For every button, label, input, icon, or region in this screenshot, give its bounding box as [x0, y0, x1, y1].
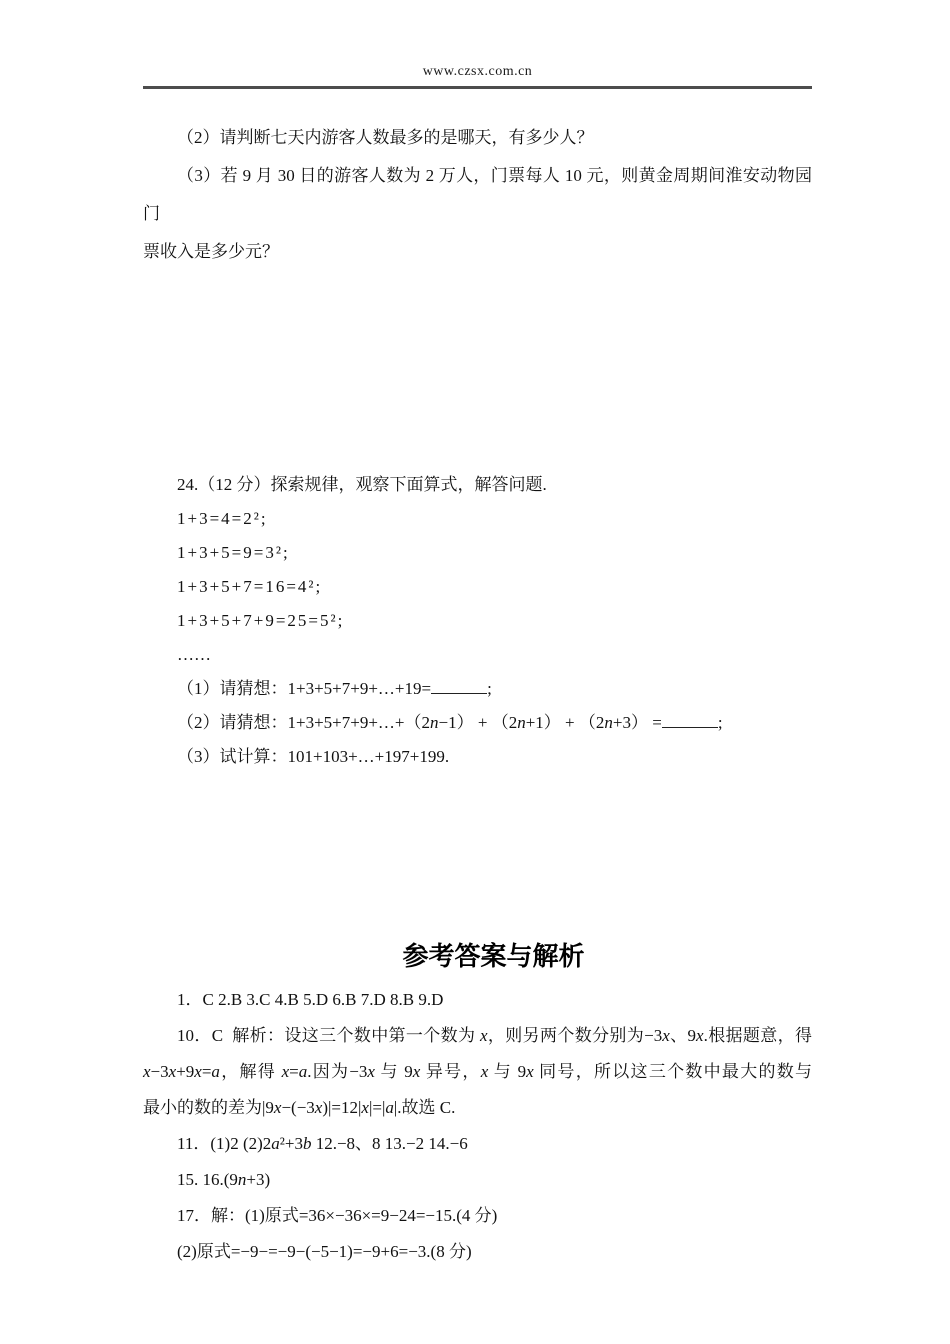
answer-blank-underline — [662, 711, 718, 728]
question-24-sub-2: （2）请猜想：1+3+5+7+9+…+（2n−1） + （2n+1） + （2n+3） = ; — [143, 706, 812, 740]
question-24-sub-3: （3）试计算：101+103+…+197+199. — [177, 747, 450, 766]
answer-blank-underline — [431, 677, 487, 694]
answer-17-line-1: 17．解：(1)原式=36×−36×=9−24=−15.(4 分) — [177, 1206, 498, 1225]
document-content — [143, 0, 812, 1270]
answer-11-to-14-row: 11．(1)2 (2)2a²+3b 12.−8、8 13.−2 14.−6 — [177, 1134, 468, 1153]
answer-10-line-2: x−3x+9x=a，解得 x=a.因为−3x 与 9x 异号，x 与 9x 同号，所以这三个数中最大的数与 — [143, 1062, 813, 1081]
header-rule — [143, 86, 812, 89]
answers-choice-row: 1．C 2.B 3.C 4.B 5.D 6.B 7.D 8.B 9.D — [177, 990, 444, 1009]
question-24-equation-3: 1+3+5+7=16=4²; — [177, 577, 323, 596]
question-3-line-2: 票收入是多少元？ — [143, 242, 279, 261]
answers-section-title: 参考答案与解析 — [402, 941, 585, 971]
question-24-equation-2: 1+3+5=9=3²; — [177, 543, 290, 562]
question-24-ellipsis: …… — [177, 645, 211, 664]
question-2-line: （2）请判断七天内游客人数最多的是哪天，有多少人？ — [177, 128, 594, 147]
answer-15-16-row: 15. 16.(9n+3) — [177, 1170, 271, 1189]
question-3-line-1: （3）若 9 月 30 日的游客人数为 2 万人，门票每人 10 元，则黄金周期间淮安动物园门 — [143, 166, 812, 223]
answer-10-line-1: 10．C 解析：设这三个数中第一个数为 x，则另两个数分别为−3x、9x.根据题意，得 — [177, 1026, 813, 1045]
question-24-equation-4: 1+3+5+7+9=25=5²; — [177, 611, 345, 630]
question-24-stem: 24.（12 分）探索规律，观察下面算式，解答问题. — [177, 475, 547, 494]
answer-17-line-2: (2)原式=−9−=−9−(−5−1)=−9+6=−3.(8 分) — [177, 1242, 472, 1261]
question-24-equation-1: 1+3=4=2²; — [177, 509, 268, 528]
answer-10-line-3: 最小的数的差为|9x−(−3x)|=12|x|=|a|.故选 C. — [143, 1098, 456, 1117]
question-24-sub-1: （1）请猜想：1+3+5+7+9+…+19= ; — [143, 672, 812, 706]
header-site-url: www.czsx.com.cn — [422, 64, 533, 79]
